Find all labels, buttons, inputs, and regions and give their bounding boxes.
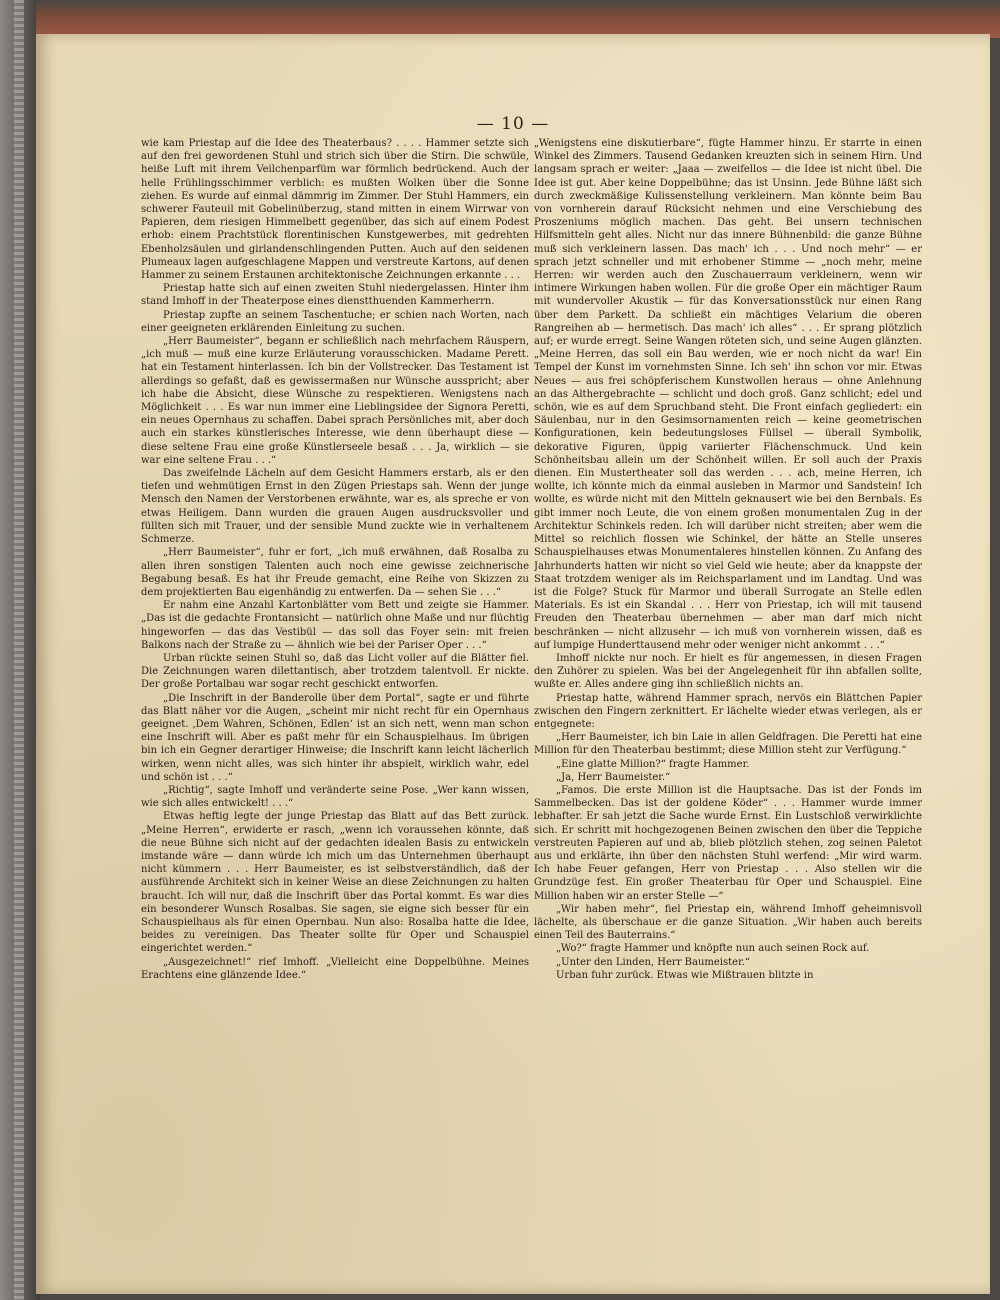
paragraph: „Wo?“ fragte Hammer und knöpfte nun auch seinen Rock auf.	[556, 943, 870, 955]
paragraph: Urban rückte seinen Stuhl so, daß das Licht voller auf die Blätter fiel. Die Zeichnungen waren dilettantisch, aber trotzdem talentvoll. Er nickte. Der große Portalbau war sogar recht geschickt entworfen.	[141, 652, 529, 691]
right-text-column	[534, 137, 922, 1217]
paragraph: wie kam Priestap auf die Idee des Theaterbaus? . . . . Hammer setzte sich auf den frei gewordenen Stuhl und strich sich über die Stirn. Die schwüle, heiße Luft mit ihrem Veilchenparfüm war förmlich bedrückend. Auch der helle Frühlingsschimmer verblich: es mußten Wolken über die Sonne ziehen. Es wurde auf einmal dämmrig im Zimmer. Der Stuhl Hammers, ein schwerer Fauteuil mit Gobelinüberzug, stand mitten in einem Wirrwar von Papieren, dem riesigen Himmelbett gegenüber, das sich auf einem Podest erhob: einem Prachtstück florentinischen Kunstgewerbes, mit gedrehten Ebenholzsäulen und girlandenschlingenden Putten. Auch auf den seidenen Plumeaux lagen aufgeschlagene Mappen und verstreute Kartons, auf denen Hammer zu seinem Erstaunen architektonische Zeichnungen erkannte . . .	[141, 138, 529, 282]
paragraph: „Richtig“, sagte Imhoff und veränderte seine Pose. „Wer kann wissen, wie sich alles entwickelt! . . .“	[141, 784, 529, 810]
paragraph: Priestap zupfte an seinem Taschentuche; er schien nach Worten, nach einer geeigneten erklärenden Einleitung zu suchen.	[141, 309, 529, 334]
paragraph: Imhoff nickte nur noch. Er hielt es für angemessen, in diesen Fragen den Zuhörer zu spielen. Was bei der Angelegenheit für ihn abfallen sollte, wußte er. Alles andere ging ihn schließlich nichts an.	[534, 652, 922, 691]
book-page	[36, 34, 990, 1294]
page-number: — 10 —	[476, 114, 550, 134]
paragraph: „Wir haben mehr“, fiel Priestap ein, während Imhoff geheimnisvoll lächelte, als überschaue er die ganze Situation. „Wir haben auch bereits einen Teil des Bauterrains.“	[534, 903, 922, 942]
paragraph: „Die Inschrift in der Banderolle über dem Portal“, sagte er und führte das Blatt näher vor die Augen, „scheint mir nicht recht für ein Opernhaus geeignet. ‚Dem Wahren, Schönen, Edlen‘ ist an sich nett, wenn man schon eine Inschrift will. Aber es paßt mehr für ein Schauspielhaus. Im übrigen bin ich ein Gegner derartiger Hinweise; die Inschrift kann leicht lächerlich wirken, wenn nicht alles, was sich hinter ihr abspielt, wirklich wahr, edel und schön ist . . .“	[141, 692, 529, 783]
paragraph: „Famos. Die erste Million ist die Hauptsache. Das ist der Fonds im Sammelbecken. Das ist der goldene Köder“ . . . Hammer wurde immer lebhafter. Er sah jetzt die Sache wurde Ernst. Ein Lustschloß verwirklichte sich. Er schritt mit hochgezogenen Beinen zwischen den über die Teppiche verstreuten Papieren auf und ab, blieb plötzlich stehen, zog seinen Paletot aus und erklärte, ihn über den nächsten Stuhl werfend: „Mir wird warm. Ich habe Feuer gefangen, Herr von Priestap . . . Also stellen wir die Grundzüge fest. Ein großer Theaterbau für Oper und Schauspiel. Eine Million haben wir an erster Stelle —“	[534, 784, 922, 902]
binding-spine-texture	[14, 0, 24, 1300]
paragraph: Priestap hatte sich auf einen zweiten Stuhl niedergelassen. Hinter ihm stand Imhoff in der Theaterpose eines dienstthuenden Kammerherrn.	[141, 283, 529, 308]
paragraph: Etwas heftig legte der junge Priestap das Blatt auf das Bett zurück. „Meine Herren“, erwiderte er rasch, „wenn ich voraussehen könnte, daß die neue Bühne sich nicht auf der gedachten idealen Basis zu entwickeln imstande wäre — dann würde ich mich um das Unternehmen überhaupt nicht kümmern . . . Herr Baumeister, es ist selbstverständlich, daß der ausführende Architekt sich in keiner Weise an diese Zeichnungen zu halten braucht. Ich will nur, daß die Inschrift über das Portal kommt. Es war dies ein besonderer Wunsch Rosalbas. Sie sagen, sie eigne sich besser für ein Schauspielhaus als für einen Opernbau. Nun also: Rosalba hatte die Idee, beides zu vereinigen. Das Theater sollte für Oper und Schauspiel eingerichtet werden.“	[141, 811, 529, 955]
paragraph: „Herr Baumeister“, fuhr er fort, „ich muß erwähnen, daß Rosalba zu allen ihren sonstigen Talenten auch noch eine gewisse zeichnerische Begabung besaß. Es hat ihr Freude gemacht, eine Reihe von Skizzen zu dem projektierten Bau eigenhändig zu entwerfen. Da — sehen Sie . . .“	[141, 547, 529, 598]
left-text-column	[141, 137, 529, 1217]
paragraph: „Herr Baumeister, ich bin Laie in allen Geldfragen. Die Peretti hat eine Million für den Theaterbau bestimmt; diese Million steht zur Verfügung.“	[534, 732, 922, 757]
paragraph: Priestap hatte, während Hammer sprach, nervös ein Blättchen Papier zwischen den Fingern zerknittert. Er lächelte wieder etwas verlegen, als er entgegnete:	[534, 692, 922, 730]
paragraph: „Eine glatte Million?“ fragte Hammer.	[556, 758, 750, 770]
paragraph: Urban fuhr zurück. Etwas wie Mißtrauen blitzte in	[556, 969, 814, 981]
paragraph: „Wenigstens eine diskutierbare“, fügte Hammer hinzu. Er starrte in einen Winkel des Zimmers. Tausend Gedanken kreuzten sich in seinem Hirn. Und langsam sprach er weiter: „Jaaa — zweifellos — die Idee ist nicht übel. Die Idee ist gut. Aber keine Doppelbühne; das ist Unsinn. Jede Bühne läßt sich durch zweckmäßige Kulissenstellung verkleinern. Man könnte beim Bau von vornherein darauf Rücksicht nehmen und eine Verschiebung des Proszeniums möglich machen. Das geht. Bei unsern technischen Hilfsmitteln geht alles. Nicht nur das innere Bühnenbild: die ganze Bühne muß sich verkleinern lassen. Das mach' ich . . . Und noch mehr“ — er sprach jetzt schneller und mit erhobener Stimme — „noch mehr, meine Herren: wir werden auch den Zuschauerraum verkleinern, wenn wir intimere Wirkungen haben wollen. Für die große Oper ein mächtiger Raum mit wundervoller Akustik — für das Konversationsstück nur einen Rang über dem Parkett. Da schließt ein mächtiges Velarium die oberen Rangreihen ab — hermetisch. Das mach' ich alles“ . . . Er sprang plötzlich auf; er wurde erregt. Seine Wangen röteten sich, und seine Augen glänzten. „Meine Herren, das soll ein Bau werden, wie er noch nicht da war! Ein Tempel der Kunst im vornehmsten Sinne. Ich seh' ihn schon vor mir. Etwas Neues — aus frei schöpferischem Kunstwollen heraus — ohne Anlehnung an das Althergebrachte — schlicht und doch groß. Ganz schlicht; edel und schön, wie es auf dem Spruchband steht. Die Front einfach gegliedert: ein Säulenbau, nur in den Gesimsornamenten reich — keine geometrischen Konfigurationen, kein bedeutungsloses Füllsel — überall Symbolik, dekorative Figuren, üppig variierter Flächenschmuck. Und kein Schönheitsbau allein um der Schönheit willen. Er soll auch der Praxis dienen. Ein Mustertheater soll das werden . . . ach, meine Herren, ich wollte, ich könnte mich da einmal ausleben in Marmor und Sandstein! Ich wollte, es würde nicht mit den Mitteln geknausert wie bei den Bernbals. Es gibt immer noch Leute, die von einem großen monumentalen Zug in der Architektur Schinkels reden. Ich will darüber nicht streiten; aber wem die Mittel so reichlich flossen wie Schinkel, der hätte an Stelle unseres Schauspielhauses etwas Monumentaleres hinstellen können. Zu Anfang des Jahrhunderts hatten wir nicht so viel Geld wie heute; aber da knappste der Staat trotzdem weniger als im Reichsparlament und im Landtag. Und was ist die Folge? Stuck für Marmor und überall Surrogate an Stelle edlen Materials. Es ist ein Skandal . . . Herr von Priestap, ich will mit tausend Freuden den Theaterbau übernehmen — aber man darf mich nicht beschränken — nicht allzusehr — ich muß von vornherein wissen, daß es auf lumpige Hunderttausend mehr oder weniger nicht ankommt . . .“	[534, 138, 922, 651]
paragraph: Er nahm eine Anzahl Kartonblätter vom Bett und zeigte sie Hammer. „Das ist die gedachte Frontansicht — natürlich ohne Maße und nur flüchtig hingeworfen — das das Vestibül — das soll das Foyer sein: mit freien Balkons nach der Straße zu — ähnlich wie bei der Pariser Oper . . .“	[141, 600, 529, 651]
paragraph: „Ja, Herr Baumeister.“	[556, 771, 671, 783]
top-border	[36, 0, 1000, 38]
paragraph: „Herr Baumeister“, begann er schließlich nach mehrfachem Räuspern, „ich muß — muß eine kurze Erläuterung vorausschicken. Madame Perett. hat ein Testament hinterlassen. Ich bin der Vollstrecker. Das Testament ist allerdings so gefaßt, daß es gewissermaßen nur Wünsche ausspricht; aber ich habe die Absicht, diese Wünsche zu respektieren. Wenigstens nach Möglichkeit . . . Es war nun immer eine Lieblingsidee der Signora Peretti, ein neues Opernhaus zu schaffen. Dabei sprach Persönliches mit, aber doch auch ein starkes künstlerisches Interesse, wie denn überhaupt diese — diese seltene Frau eine große Künstlerseele besaß . . . Ja, wirklich — sie war eine seltene Frau . . .“	[141, 336, 529, 466]
paragraph: „Unter den Linden, Herr Baumeister.“	[556, 956, 751, 968]
paragraph: „Ausgezeichnet!“ rief Imhoff. „Vielleicht eine Doppelbühne. Meines Erachtens eine glänzende Idee.“	[141, 956, 529, 981]
paragraph: Das zweifelnde Lächeln auf dem Gesicht Hammers erstarb, als er den tiefen und wehmütigen Ernst in den Zügen Priestaps sah. Wenn der junge Mensch den Namen der Verstorbenen erwähnte, war es, als spreche er von etwas Heiligem. Dann wurden die grauen Augen ausdrucksvoller und füllten sich mit Trauer, und der sensible Mund zuckte wie in verhaltenem Schmerze.	[141, 468, 529, 546]
